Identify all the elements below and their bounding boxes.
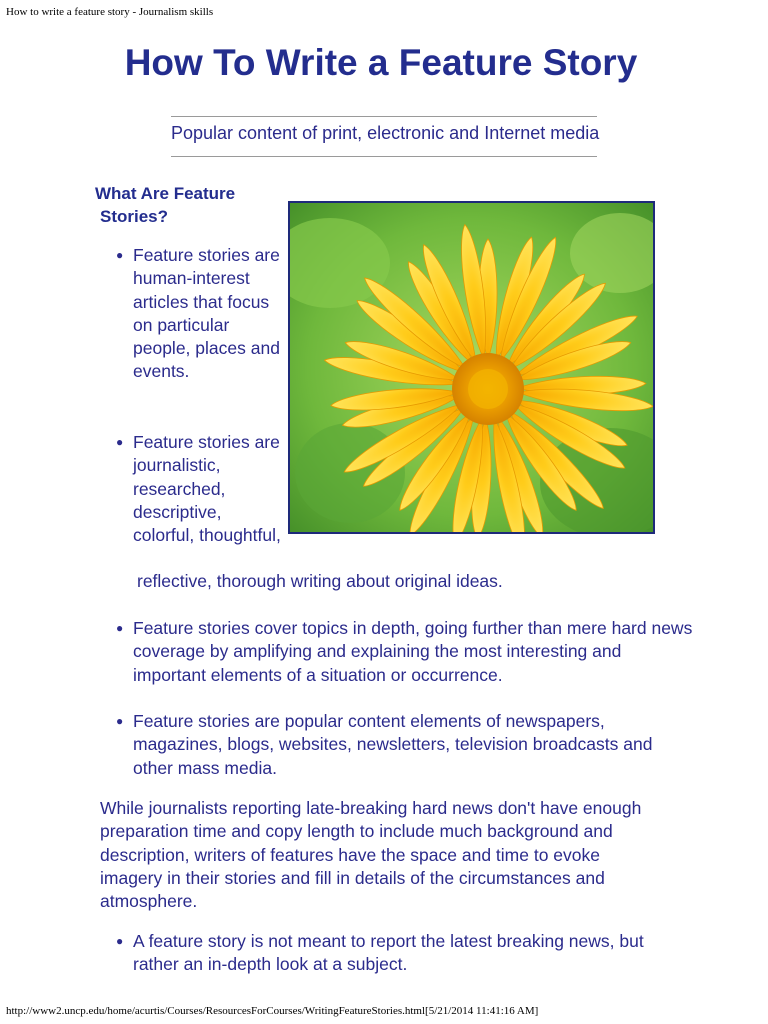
bullet-text: Feature stories cover topics in depth, going further than mere hard news coverage by amplifying and explaining the most interesting and important elements of a situation or occurrence. <box>133 618 693 685</box>
section-heading <box>95 182 235 228</box>
bullet-text-continuation: reflective, thorough writing about original ideas. <box>137 571 503 591</box>
subtitle: Popular content of print, electronic and Internet media <box>171 123 600 143</box>
print-header: How to write a feature story - Journalism skills <box>6 6 214 18</box>
bullet-dot-icon: ● <box>116 435 124 449</box>
page-title: How To Write a Feature Story <box>124 42 638 83</box>
bullet-dot-icon: ● <box>116 934 124 948</box>
divider-top <box>171 116 597 117</box>
list-item <box>116 431 283 547</box>
list-item <box>116 244 283 384</box>
list-item <box>116 617 693 687</box>
divider-bottom <box>171 156 597 157</box>
bullet-text: Feature stories are journalistic, researched, descriptive, colorful, thoughtful, <box>133 432 281 546</box>
bullet-text: A feature story is not meant to report the latest breaking news, but rather an in-depth look at a subject. <box>133 931 644 975</box>
bullet-dot-icon: ● <box>116 248 124 262</box>
bullet-dot-icon: ● <box>116 621 124 635</box>
list-item <box>116 710 693 780</box>
section-heading-line1: What Are Feature <box>95 184 236 203</box>
list-item <box>116 930 693 977</box>
print-footer-url: http://www2.uncp.edu/home/acurtis/Courses/ResourcesForCourses/WritingFeatureStories.html[5/21/2014 11:41:16 AM] <box>6 1005 539 1017</box>
bullet-text: Feature stories are popular content elements of newspapers, magazines, blogs, websites, newsletters, television broadcasts and other mass media. <box>133 711 653 778</box>
daisy-illustration <box>290 203 653 532</box>
bullet-text: Feature stories are human-interest articles that focus on particular people, places and events. <box>133 245 280 382</box>
body-paragraph: While journalists reporting late-breaking hard news don't have enough preparation time and copy length to include much background and description, writers of features have the space and time to evoke imagery in their stories and fill in details of the circumstances and atmosphere. <box>100 798 642 912</box>
bullet-dot-icon: ● <box>116 714 124 728</box>
yellow-daisy-photo <box>288 201 655 534</box>
section-heading-line2: Stories? <box>100 207 169 226</box>
